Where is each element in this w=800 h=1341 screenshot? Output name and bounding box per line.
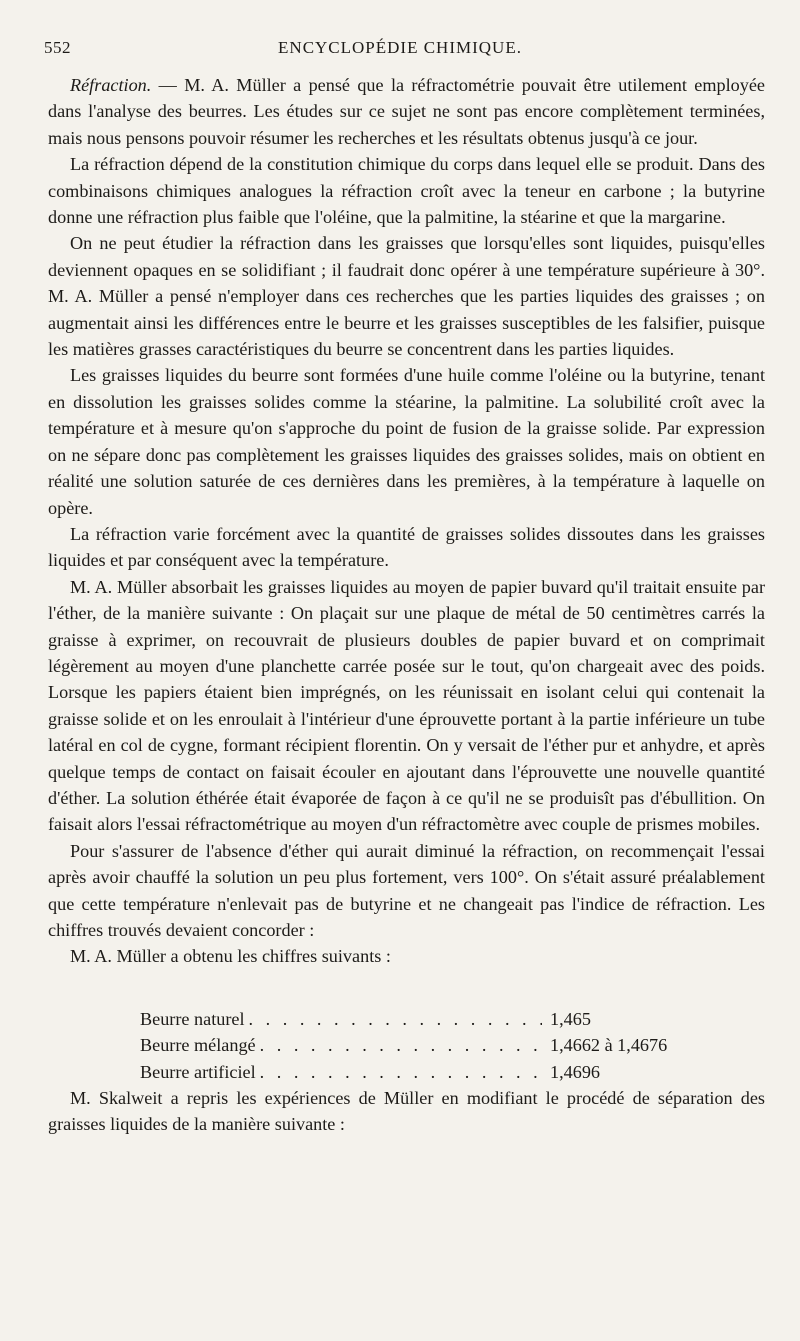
page-body	[48, 72, 765, 1138]
row-label: Beurre artificiel	[140, 1061, 256, 1082]
row-label: Beurre naturel	[140, 1008, 245, 1029]
row-value: 1,4696	[550, 1061, 601, 1082]
paragraph: M. A. Müller absorbait les graisses liquides au moyen de papier buvard qu'il traitait ensuite par l'éther, de la manière suivante : On plaçait sur une plaque de métal de 50 centimètres carrés la graisse à exprimer, on recouvrait de plusieurs doubles de papier buvard et on comprimait légèrement au moyen d'une planchette carrée posée sur le tout, qu'on chargeait avec des poids. Lorsque les papiers étaient bien imprégnés, on les réunissait en isolant celui qui contenait la graisse solide et on les enroulait à l'intérieur d'une éprouvette portant à la partie inférieure un tube latéral en col de cygne, formant récipient florentin. On y versait de l'éther pur et anhydre, et après quelque temps de contact on faisait écouler en ajoutant dans l'éprouvette une nouvelle quantité d'éther. La solution éthérée était évaporée de façon à ce qu'il ne se produisît pas d'ébullition. On faisait alors l'essai réfractométrique au moyen d'un réfractomètre avec couple de prismes mobiles.	[48, 576, 765, 835]
paragraph	[48, 72, 765, 151]
table-row	[140, 1032, 700, 1058]
table-row	[140, 1059, 700, 1085]
page-header	[44, 38, 756, 68]
page-number: 552	[44, 38, 71, 57]
paragraph: On ne peut étudier la réfraction dans les graisses que lorsqu'elles sont liquides, puisqu'elles deviennent opaques en se solidifiant ; il faudrait donc opérer à une température supérieure à 30°. M. A. Müller a pensé n'employer dans ces recherches que les parties liquides des graisses ; on augmentait ainsi les différences entre le beurre et les graisses susceptibles de les falsifier, puisque les matières grasses caractéristiques du beurre se concentrent dans les parties liquides.	[48, 233, 765, 360]
row-label: Beurre mélangé	[140, 1035, 256, 1056]
table-row	[140, 1006, 700, 1032]
row-value: 1,4662 à 1,4676	[550, 1035, 668, 1056]
paragraph: La réfraction dépend de la constitution chimique du corps dans lequel elle se produit. Dans des combinaisons chimiques analogues la réfraction croît avec la teneur en carbone ; la butyrine donne une réfraction plus faible que l'oléine, que la palmitine, la stéarine et que la margarine.	[48, 154, 765, 228]
paragraph: M. Skalweit a repris les expériences de Müller en modifiant le procédé de séparation des graisses liquides de la manière suivante :	[48, 1087, 765, 1135]
refraction-table	[140, 1006, 700, 1085]
section-lead: Réfraction.	[70, 75, 152, 95]
running-head: ENCYCLOPÉDIE CHIMIQUE.	[278, 38, 522, 57]
paragraph: La réfraction varie forcément avec la quantité de graisses solides dissoutes dans les graisses liquides et par conséquent avec la température.	[48, 523, 765, 571]
dot-leader	[245, 1006, 542, 1032]
paragraph: Les graisses liquides du beurre sont formées d'une huile comme l'oléine ou la butyrine, tenant en dissolution les graisses solides comme la stéarine, la palmitine. La solubilité croît avec la température et à mesure qu'on s'approche du point de fusion de la graisse solide. Par expression on ne sépare donc pas complètement les graisses liquides des graisses solides, mais on obtient en réalité une solution saturée de ces dernières dans les premières, à la température à laquelle on opère.	[48, 365, 765, 518]
dot-leader	[256, 1032, 542, 1058]
paragraph: M. A. Müller a obtenu les chiffres suivants :	[70, 946, 391, 967]
paragraph: Pour s'assurer de l'absence d'éther qui aurait diminué la réfraction, on recommençait l'essai après avoir chauffé la solution un peu plus fortement, vers 100°. On s'était assuré préalablement que cette température n'enlevait pas de butyrine et ne changeait pas l'indice de réfraction. Les chiffres trouvés devaient concorder :	[48, 840, 765, 940]
row-value: 1,465	[550, 1008, 591, 1029]
dot-leader	[256, 1059, 542, 1085]
paragraph-text: — M. A. Müller a pensé que la réfractométrie pouvait être utilement employée dans l'analyse des beurres. Les études sur ce sujet ne sont pas encore complètement terminées, mais nous pensons pouvoir résumer les recherches et les résultats obtenus jusqu'à ce jour.	[48, 75, 765, 148]
